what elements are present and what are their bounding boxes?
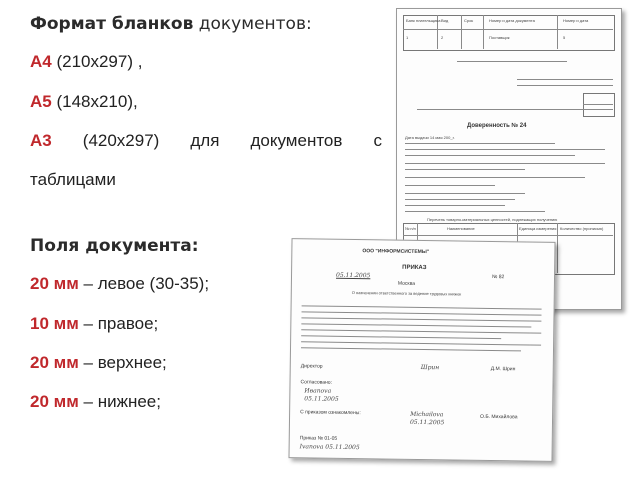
margin-top xyxy=(30,353,167,373)
back-table-title: Перечень товарно-материальных ценностей, подлежащих получению xyxy=(427,217,558,222)
front-number: № 82 xyxy=(491,273,505,281)
sample-document-back: Банк плательщика Вид Срок Номер и дата документа Номер и дата 1 2 Поставщик 5 Доверенность № 24 Дата выдачи 14 мая 200_г. Перечень товарно-материальных ценностей, подлежащих получению № п/п Наименование Единица измерения Количество (прописью) xyxy=(396,8,622,310)
format-a3-word: с xyxy=(373,131,382,150)
back-date-line: Дата выдачи 14 мая 200_г. xyxy=(405,135,455,140)
format-a5-size: (148x210), xyxy=(51,92,138,111)
margin-left xyxy=(30,274,209,294)
format-a3-word: (420x297) xyxy=(82,131,160,150)
sample-document-front: ООО "ИНФОРМСИСТЕМЫ" ПРИКАЗ 05.11.2005 № 82 Москва О назначении ответственного за ведение трудовых книжек Директор Д.М. Шрин Шрин Согласовано: Ивanova 05.11.2005 С приказом ознакомлены: Michailova 05.11.2005 О.Б. Михайлова Приказ № 01-05 Ivanova 05.11.2005 xyxy=(288,238,555,462)
margin-text: – левое (30-35); xyxy=(78,274,210,293)
format-a4 xyxy=(30,52,142,72)
front-director-label: Директор xyxy=(300,363,323,370)
format-heading-bold: Формат бланков xyxy=(30,14,194,34)
margin-right xyxy=(30,314,158,334)
margin-bottom xyxy=(30,392,161,412)
format-a3-continuation: таблицами xyxy=(30,170,116,189)
format-heading-rest: документов: xyxy=(193,14,312,34)
front-ref: Приказ № 01-05 xyxy=(299,435,338,442)
front-org: ООО "ИНФОРМСИСТЕМЫ" xyxy=(362,248,430,256)
margin-value: 10 мм xyxy=(30,314,79,333)
format-heading xyxy=(30,14,312,34)
back-table-col: № п/п xyxy=(405,226,416,231)
margin-value: 20 мм xyxy=(30,392,79,411)
margin-text: – нижнее; xyxy=(78,392,161,411)
format-a4-size: (210x297) , xyxy=(51,52,143,71)
front-director-name: Д.М. Шрин xyxy=(490,365,516,373)
margin-value: 20 мм xyxy=(30,274,79,293)
format-a3-word: для xyxy=(190,131,220,150)
margin-text: – правое; xyxy=(78,314,159,333)
front-subject: О назначении ответственного за ведение трудовых книжек xyxy=(351,290,462,297)
back-table-col: Количество (прописью) xyxy=(560,226,604,231)
front-doc-type: ПРИКАЗ xyxy=(402,264,427,272)
format-a5-label: А5 xyxy=(30,92,52,111)
format-a3 xyxy=(30,131,382,151)
format-a4-label: А4 xyxy=(30,52,52,71)
back-table-col: Единица измерения xyxy=(519,226,557,231)
front-city: Москва xyxy=(397,280,416,287)
front-acquainted-label: С приказом ознакомлены: xyxy=(300,409,361,417)
format-a3-word: документов xyxy=(250,131,343,150)
front-approved-label: Согласовано: xyxy=(300,379,333,386)
format-a5 xyxy=(30,92,138,112)
margin-value: 20 мм xyxy=(30,353,79,372)
back-table-col: Наименование xyxy=(447,226,475,231)
back-title: Доверенность № 24 xyxy=(467,123,527,129)
header-left-label: Банк плательщика xyxy=(406,18,441,23)
margins-heading: Поля документа: xyxy=(30,236,199,256)
front-date: 05.11.2005 xyxy=(335,271,371,280)
format-a3-label: А3 xyxy=(30,131,52,150)
margin-text: – верхнее; xyxy=(78,353,167,372)
